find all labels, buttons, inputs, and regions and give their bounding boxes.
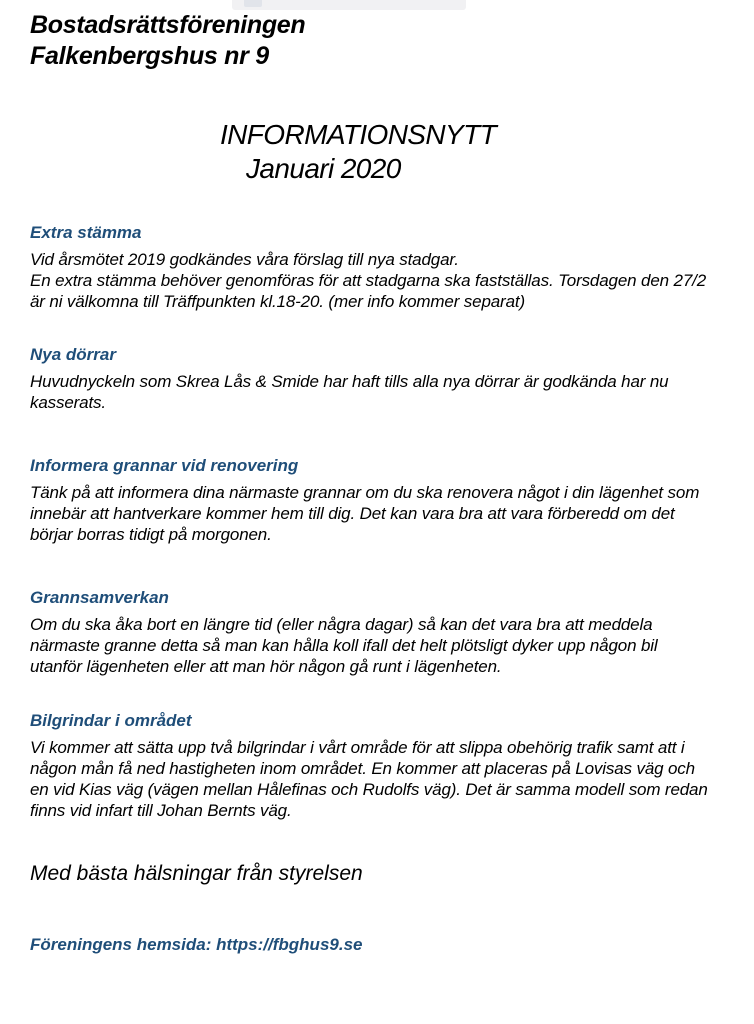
association-name-line2: Falkenbergshus nr 9 <box>30 42 269 70</box>
association-name-line1: Bostadsrättsföreningen <box>30 11 306 39</box>
newsletter-date: Januari 2020 <box>246 153 401 184</box>
closing-greeting: Med bästa hälsningar från styrelsen <box>30 862 363 885</box>
newsletter-title-main: INFORMATIONSNYTT <box>220 119 497 150</box>
section-paragraph: Tänk på att informera dina närmaste grannar om du ska renovera något i din lägenhet som innebär att hantverkare kommer hem till dig. Det kan vara bra att vara förberedd om det börjar borras tidigt på morgonen. <box>30 483 700 544</box>
section-paragraph <box>30 249 710 312</box>
section-heading: Informera grannar vid renovering <box>30 456 299 475</box>
section-bilgrindar <box>30 710 710 821</box>
section-heading: Extra stämma <box>30 223 142 242</box>
top-toolbar-fragment <box>232 0 466 10</box>
section-grannsamverkan <box>30 587 710 677</box>
section-informera-grannar <box>30 455 710 545</box>
section-paragraph: Huvudnyckeln som Skrea Lås & Smide har haft tills alla nya dörrar är godkända har nu kasserats. <box>30 372 669 412</box>
section-heading: Bilgrindar i området <box>30 711 192 730</box>
toolbar-icon <box>244 0 262 7</box>
section-heading: Grannsamverkan <box>30 588 169 607</box>
section-paragraph-line: En extra stämma behöver genomföras för att stadgarna ska fastställas. Torsdagen den 27/2 är ni välkomna till Träffpunkten kl.18-20. (mer info kommer separat) <box>30 271 707 311</box>
section-paragraph: Om du ska åka bort en längre tid (eller några dagar) så kan det vara bra att meddela närmaste granne detta så man kan hålla koll ifall det helt plötsligt dyker upp någon bil utanför lägenheten eller att man hör någon gå runt i lägenheten. <box>30 615 658 676</box>
association-name <box>30 10 305 72</box>
section-nya-dorrar <box>30 344 710 413</box>
section-paragraph-line: Vid årsmötet 2019 godkändes våra förslag till nya stadgar. <box>30 250 459 269</box>
section-heading: Nya dörrar <box>30 345 116 364</box>
section-extra-stamma <box>30 222 710 312</box>
section-paragraph: Vi kommer att sätta upp två bilgrindar i vårt område för att slippa obehörig trafik samt att i någon mån få ned hastigheten inom området. En kommer att placeras på Lovisas väg och en vid Kias väg (vägen mellan Hålefinas och Rudolfs väg). Det är samma modell som redan finns vid infart till Johan Bernts väg. <box>30 738 708 820</box>
website-link[interactable]: Föreningens hemsida: https://fbghus9.se <box>30 935 363 954</box>
